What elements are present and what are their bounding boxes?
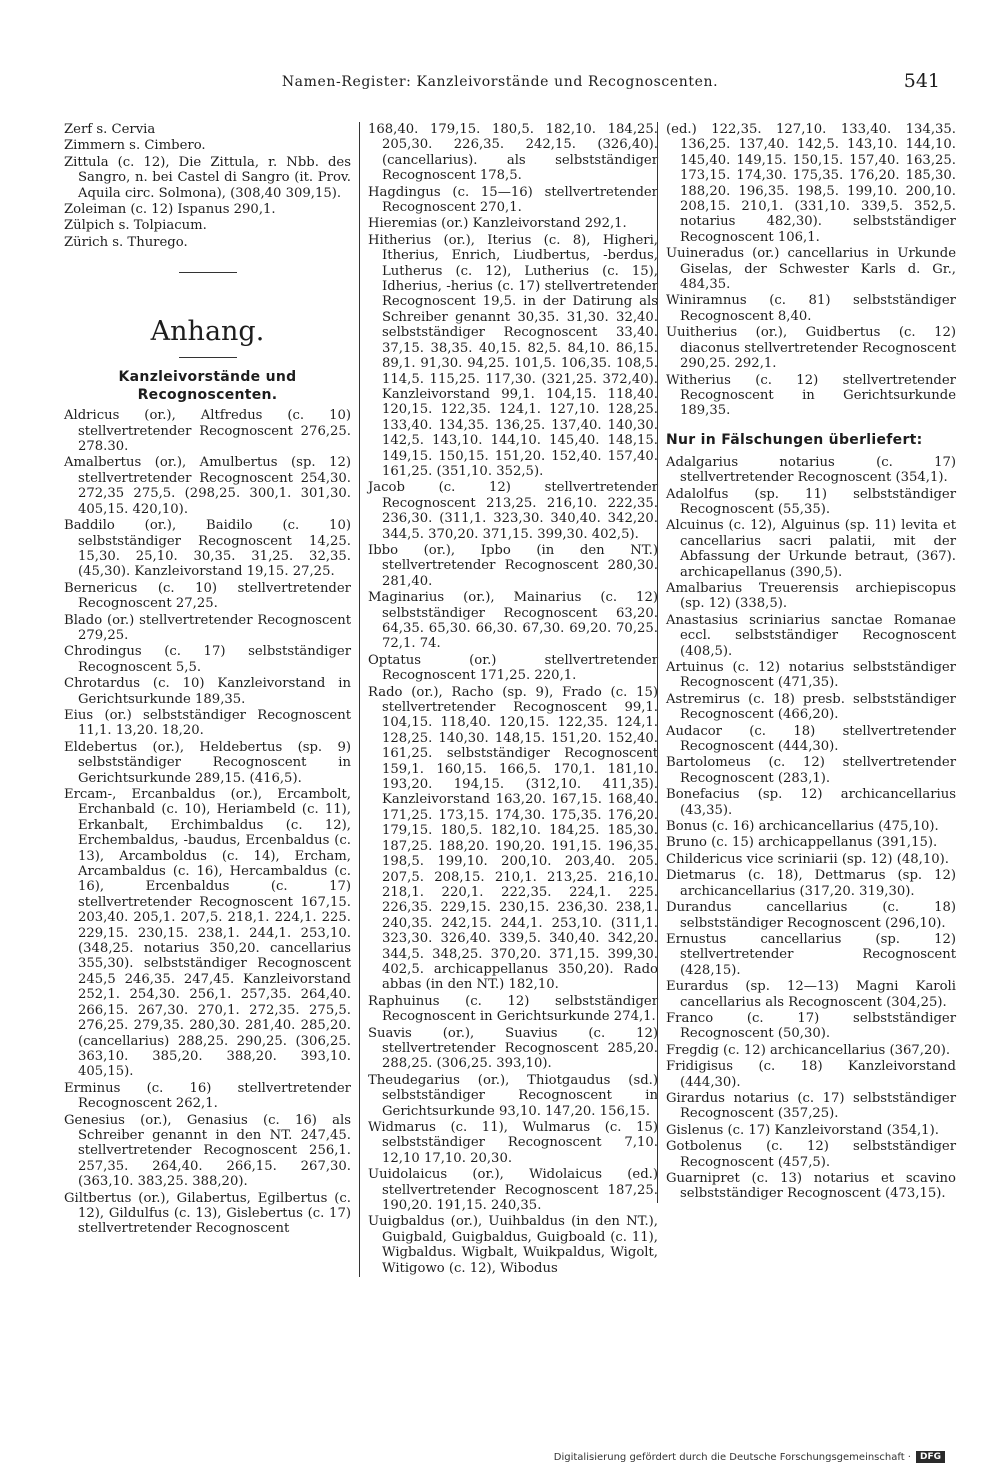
index-entry: Zittula (c. 12), Die Zittula, r. Nbb. des Sangro, n. bei Castel di Sangro (it. Prov. Aquila circ. Solmona), (308,40 309,15). bbox=[64, 154, 351, 201]
index-entry: Bruno (c. 15) archicappellanus (391,15). bbox=[666, 835, 938, 851]
index-entry: Adalolfus (sp. 11) selbstständiger Recognoscent (55,35). bbox=[666, 486, 956, 517]
index-entry: Zürich s. Thurego. bbox=[64, 234, 188, 250]
index-entry: Uuineradus (or.) cancellarius in Urkunde Giselas, der Schwester Karls d. Gr., 484,35. bbox=[666, 246, 956, 293]
index-entry: Chrodingus (c. 17) selbstständiger Recognoscent 5,5. bbox=[64, 644, 351, 675]
index-entry: Zülpich s. Tolpiacum. bbox=[64, 218, 207, 234]
index-entry: Uuidolaicus (or.), Widolaicus (ed.) stellvertretender Recognoscent 187,25. 190,20. 191,15. 240,35. bbox=[368, 1167, 658, 1214]
index-entry: Amalbarius Treuerensis archiepiscopus (sp. 12) (338,5). bbox=[666, 580, 956, 612]
index-entry: Ibbo (or.), Ipbo (in den NT.) stellvertretender Recognoscent 280,30. 281,40. bbox=[368, 542, 658, 589]
index-entry: Aldricus (or.), Altfredus (c. 10) stellvertretender Recognoscent 276,25. 278.30. bbox=[64, 408, 351, 455]
index-entry: Chrotardus (c. 10) Kanzleivorstand in Gerichtsurkunde 189,35. bbox=[64, 676, 351, 707]
index-entry: Hitherius (or.), Iterius (c. 8), Higheri, Itherius, Enrich, Liudbertus, -berdus, Lutherus (c. 12), Lutherius (c. 15), Idherius, -herius (c. 17) stellvertretender Recognoscent 19,5. in der Datirung als Schreiber genannt 30,35. 31,30. 32,40. selbstständiger Recognoscent 33,40. 37,15. 38,35. 40,15. 82,5. 84,10. 86,15. 89,1. 91,30. 94,25. 101,5. 106,35. 108,5. 114,5. 115,25. 117,30. (321,25. 372,40). Kanzleivorstand 99,1. 104,15. 118,40. 120,15. 122,35. 124,1. 127,10. 128,25. 133,40. 134,35. 136,25. 137,40. 140,30. 142,5. 143,10. 144,10. 145,40. 148,15. 149,15. 150,15. 151,20. 152,40. 157,40. 161,25. (351,10. 352,5). bbox=[368, 232, 658, 479]
index-entry: Jacob (c. 12) stellvertretender Recognoscent 213,25. 216,10. 222,35. 236,30. (311,1. 323,30. 340,40. 342,20. 344,5. 370,20. 371,15. 399,30. 402,5). bbox=[368, 480, 658, 542]
entries bbox=[64, 408, 351, 1237]
appendix-title: Anhang. bbox=[150, 316, 265, 348]
index-entry: Eldebertus (or.), Heldebertus (sp. 9) selbstständiger Recognoscent in Gerichtsurkunde 289,15. (416,5). bbox=[64, 739, 351, 786]
index-entry: Artuinus (c. 12) notarius selbstständiger Recognoscent (471,35). bbox=[666, 660, 956, 691]
index-entry: Durandus cancellarius (c. 18) selbstständiger Recognoscent (296,10). bbox=[666, 900, 956, 931]
index-entry: Uuigbaldus (or.), Uuihbaldus (in den NT.), Guigbald, Guigbaldus, Guigboald (c. 11), Wigbaldus. Wigbalt, Wuikpaldus, Wigolt, Witigowo (c. 12), Wibodus bbox=[368, 1214, 658, 1276]
section-title: Kanzleivorstände und Recognoscenten. bbox=[118, 369, 297, 404]
index-column-2 bbox=[359, 122, 658, 1277]
index-column-1 bbox=[64, 122, 351, 1238]
index-entry: Uuitherius (or.), Guidbertus (c. 12) diaconus stellvertretender Recognoscent 290,25. 292,1. bbox=[666, 325, 956, 372]
index-entry: Anastasius scriniarius sanctae Romanae eccl. selbstständiger Recognoscent (408,5). bbox=[666, 612, 956, 659]
index-entry: Fridigisus (c. 18) Kanzleivorstand (444,30). bbox=[666, 1059, 956, 1090]
index-entry: Hieremias (or.) Kanzleivorstand 292,1. bbox=[368, 216, 627, 232]
index-entry: Fregdig (c. 12) archicancellarius (367,20). bbox=[666, 1042, 951, 1058]
index-entry: Astremirus (c. 18) presb. selbstständiger Recognoscent (466,20). bbox=[666, 691, 956, 723]
index-entry: Suavis (or.), Suavius (c. 12) stellvertretender Recognoscent 285,20. 288,25. (306,25. 393,10). bbox=[368, 1025, 658, 1072]
index-column-3 bbox=[657, 122, 956, 1203]
index-entry: Gislenus (c. 17) Kanzleivorstand (354,1). bbox=[666, 1122, 939, 1138]
index-entry: Dietmarus (c. 18), Dettmarus (sp. 12) archicancellarius (317,20. 319,30). bbox=[666, 868, 956, 899]
index-entry: Winiramnus (c. 81) selbstständiger Recognoscent 8,40. bbox=[666, 293, 956, 324]
entries-top bbox=[64, 122, 351, 250]
index-entry: Zoleiman (c. 12) Ispanus 290,1. bbox=[64, 202, 276, 218]
index-entry: Theudegarius (or.), Thiotgaudus (sd.) selbstständiger Recognoscent in Gerichtsurkunde 93,10. 147,20. 156,15. bbox=[368, 1072, 658, 1119]
index-entry: Hagdingus (c. 15—16) stellvertretender Recognoscent 270,1. bbox=[368, 184, 658, 216]
index-entry: Amalbertus (or.), Amulbertus (sp. 12) stellvertretender Recognoscent 254,30. 272,35 275,5. (298,25. 300,1. 301,30. 405,15. 420,10). bbox=[64, 455, 351, 517]
index-entry: Baddilo (or.), Baidilo (c. 10) selbstständiger Recognoscent 14,25. 15,30. 25,10. 30,35. 31,25. 32,35. (45,30). Kanzleivorstand 19,15. 27,25. bbox=[64, 518, 351, 580]
index-entry: Ercam-, Ercanbaldus (or.), Ercambolt, Erchanbald (c. 10), Heriambeld (c. 11), Erkanbalt, Erchimbaldus (c. 12), Erchembaldus, -baudus, Ercenbaldus (c. 13), Arcamboldus (c. 14), Ercham, Arcambaldus (c. 16), Hercambaldus (c. 16), Ercenbaldus (c. 17) stellvertretender Recognoscent 167,15. 203,40. 205,1. 207,5. 218,1. 224,1. 225. 229,15. 230,15. 238,1. 244,1. 253,10. (348,25. notarius 350,20. cancellarius 355,30). selbstständiger Recognoscent 245,5 246,35. 247,45. Kanzleivorstand 252,1. 254,30. 256,1. 257,35. 264,40. 266,15. 267,30. 270,1. 272,35. 275,5. 276,25. 279,35. 280,30. 281,40. 285,20. (cancellarius) 288,25. 290,25. (306,25. 363,10. 385,20. 388,20. 393,10. 405,15). bbox=[64, 787, 351, 1080]
index-entry: Bonus (c. 16) archicancellarius (475,10). bbox=[666, 819, 939, 835]
index-entry: Franco (c. 17) selbstständiger Recognoscent (50,30). bbox=[666, 1010, 956, 1042]
index-entry: Raphuinus (c. 12) selbstständiger Recognoscent in Gerichtsurkunde 274,1. bbox=[368, 993, 658, 1025]
index-entry: Bartolomeus (c. 12) stellvertretender Recognoscent (283,1). bbox=[666, 755, 956, 786]
index-entry: Eurardus (sp. 12—13) Magni Karoli cancellarius als Recognoscent (304,25). bbox=[666, 979, 956, 1010]
index-entry: Zerf s. Cervia bbox=[64, 122, 156, 137]
index-entry: Guarnipret (c. 13) notarius et scavino selbstständiger Recognoscent (473,15). bbox=[666, 1171, 956, 1202]
index-entry: Witherius (c. 12) stellvertretender Recognoscent in Gerichtsurkunde 189,35. bbox=[666, 372, 956, 419]
index-entry: Audacor (c. 18) stellvertretender Recognoscent (444,30). bbox=[666, 723, 956, 755]
page-header bbox=[60, 72, 940, 96]
divider bbox=[179, 272, 237, 273]
forgeries-section-title: Nur in Fälschungen überliefert: bbox=[666, 431, 923, 448]
index-entry: Bernericus (c. 10) stellvertretender Recognoscent 27,25. bbox=[64, 580, 351, 612]
index-entry: Blado (or.) stellvertretender Recognoscent 279,25. bbox=[64, 612, 351, 643]
index-entry: Ernustus cancellarius (sp. 12) stellvertretender Recognoscent (428,15). bbox=[666, 931, 956, 978]
index-entry: Zimmern s. Cimbero. bbox=[64, 138, 206, 154]
running-title: Namen-Register: Kanzleivorstände und Recognoscenten. bbox=[281, 74, 719, 90]
page-number: 541 bbox=[903, 70, 940, 92]
index-entry: Girardus notarius (c. 17) selbstständiger Recognoscent (357,25). bbox=[666, 1090, 956, 1122]
footer-text: Digitalisierung gefördert durch die Deutsche Forschungsgemeinschaft · bbox=[553, 1451, 911, 1463]
index-entry: Childericus vice scriniarii (sp. 12) (48,10). bbox=[666, 851, 949, 867]
dfg-logo: DFG bbox=[916, 1451, 945, 1463]
footer bbox=[554, 1451, 945, 1463]
index-entry: Optatus (or.) stellvertretender Recognoscent 171,25. 220,1. bbox=[368, 652, 658, 684]
index-entry: Rado (or.), Racho (sp. 9), Frado (c. 15) stellvertretender Recognoscent 99,1. 104,15. 118,40. 120,15. 122,35. 124,1. 128,25. 140,30. 148,15. 151,20. 152,40. 161,25. selbstständiger Recognoscent 159,1. 160,15. 166,5. 170,1. 181,10. 193,20. 194,15. (312,10. 411,35). Kanzleivorstand 163,20. 167,15. 168,40. 171,25. 173,15. 174,30. 175,35. 176,20. 179,15. 180,5. 182,10. 184,25. 185,30. 187,25. 188,20. 190,20. 191,15. 196,35. 198,5. 199,10. 200,10. 203,40. 205. 207,5. 208,15. 210,1. 213,25. 216,10. 218,1. 220,1. 222,35. 224,1. 225. 226,35. 229,15. 230,15. 236,30. 238,1. 240,35. 242,15. 244,1. 253,10. (311,1. 323,30. 326,40. 339,5. 340,40. 342,20. 344,5. 348,25. 370,20. 371,15. 399,30. 402,5. archicappellanus 350,20). Rado abbas (in den NT.) 182,10. bbox=[368, 684, 658, 993]
index-entry: Erminus (c. 16) stellvertretender Recognoscent 262,1. bbox=[64, 1080, 351, 1112]
divider bbox=[179, 357, 237, 358]
index-entry: Bonefacius (sp. 12) archicancellarius (43,35). bbox=[666, 787, 956, 818]
index-entry: 168,40. 179,15. 180,5. 182,10. 184,25. 205,30. 226,35. 242,15. (326,40). (cancellarius). als selbstständiger Recognoscent 178,5. bbox=[368, 122, 658, 184]
index-entry: (ed.) 122,35. 127,10. 133,40. 134,35. 136,25. 137,40. 142,5. 143,10. 144,10. 145,40. 149,15. 150,15. 157,40. 163,25. 173,15. 174,30. 175,35. 176,20. 185,30. 188,20. 196,35. 198,5. 199,10. 200,10. 208,15. 210,1. (331,10. 339,5. 352,5. notarius 482,30). selbstständiger Recognoscent 106,1. bbox=[666, 122, 956, 245]
index-entry: Adalgarius notarius (c. 17) stellvertretender Recognoscent (354,1). bbox=[666, 454, 956, 486]
index-entry: Maginarius (or.), Mainarius (c. 12) selbstständiger Recognoscent 63,20. 64,35. 65,30. 66,30. 67,30. 69,20. 70,25. 72,1. 74. bbox=[368, 590, 658, 652]
index-entry: Giltbertus (or.), Gilabertus, Egilbertus (c. 12), Gildulfus (c. 13), Gislebertus (c. 17) stellvertretender Recognoscent bbox=[64, 1190, 351, 1237]
index-entry: Alcuinus (c. 12), Alguinus (sp. 11) levita et cancellarius sacri palatii, mit der Abfassung der Urkunde betraut, (367). archicapellanus (390,5). bbox=[666, 518, 956, 580]
index-entry: Widmarus (c. 11), Wulmarus (c. 15) selbstständiger Recognoscent 7,10. 12,10 17,10. 20,30. bbox=[368, 1120, 658, 1166]
index-entry: Genesius (or.), Genasius (c. 16) als Schreiber genannt in den NT. 247,45. stellvertretender Recognoscent 256,1. 257,35. 264,40. 266,15. 267,30. (363,10. 383,25. 388,20). bbox=[64, 1112, 351, 1190]
index-entry: Eius (or.) selbstständiger Recognoscent 11,1. 13,20. 18,20. bbox=[64, 707, 351, 739]
index-entry: Gotbolenus (c. 12) selbstständiger Recognoscent (457,5). bbox=[666, 1139, 956, 1170]
